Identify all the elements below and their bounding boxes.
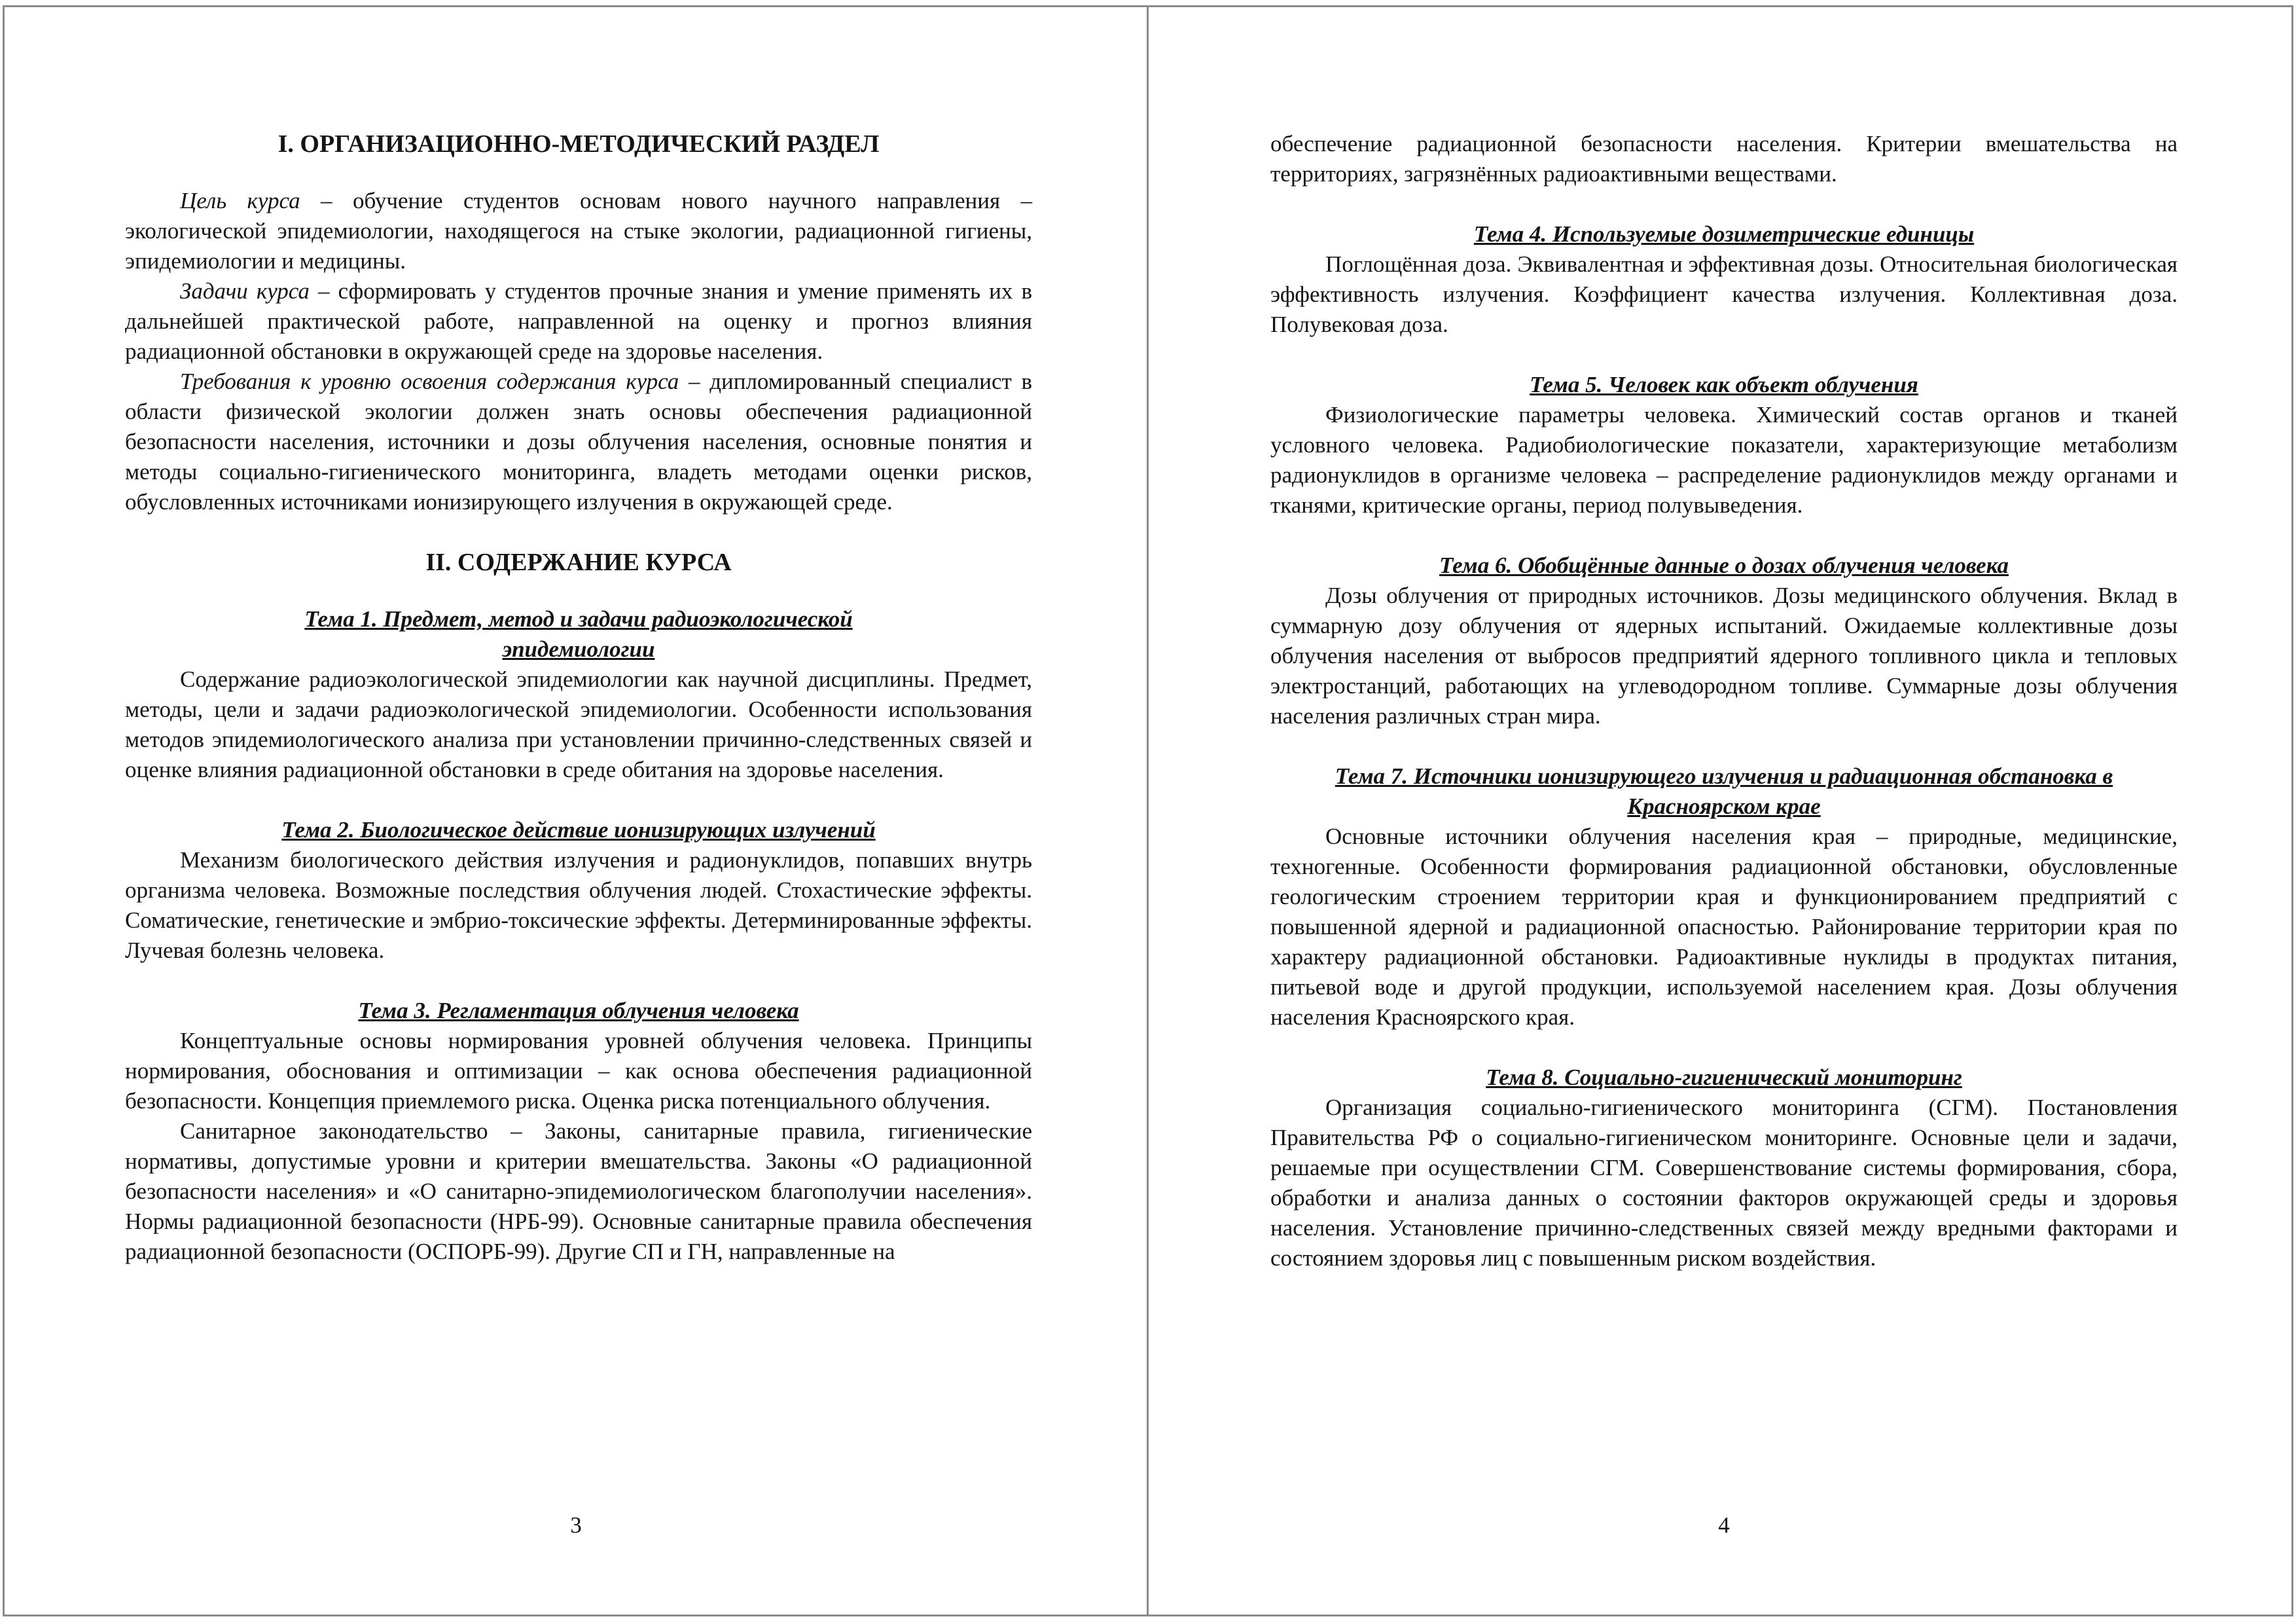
topic-6-text: Дозы облучения от природных источников. Дозы медицинского облучения. Вклад в суммарную дозу облучения от ядерных испытаний. Ожидаемые коллективные дозы облучения населения от выбросов предприятий ядерного топливного цикла и тепловых электростанций, работающих на углеводородном топливе. Суммарные дозы облучения населения различных стран мира. xyxy=(1270,583,2178,729)
course-requirements-text: – дипломированный специалист в области физической экологии должен знать основы обеспечения радиационной безопасности населения, источники и дозы облучения населения, основные понятия и методы социально-гигиенического мониторинга, владеть методами оценки рисков, обусловленных источниками ионизирующего излучения в окружающей среде. xyxy=(125,369,1032,515)
topic-1-title: Тема 1. Предмет, метод и задачи радиоэкологической эпидемиологии xyxy=(304,606,853,662)
page-number-left: 3 xyxy=(570,1512,582,1538)
topic-5-text: Физиологические параметры человека. Химический состав органов и тканей условного человека. Радиобиологические показатели, характеризующие метаболизм радионуклидов в организме человека – распределение радионуклидов между органами и тканями, критические органы, период полувыведения. xyxy=(1270,402,2178,518)
course-goal-paragraph xyxy=(125,186,1032,276)
continuation-text: обеспечение радиационной безопасности населения. Критерии вмешательства на территориях, загрязнённых радиоактивными веществами. xyxy=(1270,131,2178,187)
topic-4-title: Тема 4. Используемые дозиметрические единицы xyxy=(1473,221,1975,247)
course-goal-text: – обучение студентов основам нового научного направления – экологической эпидемиологии, находящегося на стыке экологии, радиационной гигиены, эпидемиологии и медицины. xyxy=(125,188,1033,274)
topic-3-text-2: Санитарное законодательство – Законы, санитарные правила, гигиенические нормативы, допустимые уровни и критерии вмешательства. Законы «О радиационной безопасности населения» и «О санитарно-эпидемиологическом благополучии населения». Нормы радиационной безопасности (НРБ-99). Основные санитарные правила обеспечения радиационной безопасности (ОСПОРБ-99). Другие СП и ГН, направленные на xyxy=(125,1118,1032,1264)
right-page xyxy=(1147,5,2293,1616)
topic-6-title: Тема 6. Обобщённые данные о дозах облучения человека xyxy=(1439,553,2009,578)
course-requirements-paragraph xyxy=(125,367,1032,517)
topic-4-text: Поглощённая доза. Эквивалентная и эффективная дозы. Относительная биологическая эффективность излучения. Коэффициент качества излучения. Коллективная доза. Полувековая доза. xyxy=(1270,251,2178,337)
topic-1-text: Содержание радиоэкологической эпидемиологии как научной дисциплины. Предмет, методы, цели и задачи радиоэкологической эпидемиологии. Особенности использования методов эпидемиологического анализа при установлении причинно-следственных связей и оценке влияния радиационной обстановки в среде обитания на здоровье населения. xyxy=(125,666,1032,782)
topic-8-title: Тема 8. Социально-гигиенический мониторинг xyxy=(1486,1065,1962,1090)
topic-3-title: Тема 3. Регламентация облучения человека xyxy=(358,998,799,1023)
topic-2-title: Тема 2. Биологическое действие ионизирующих излучений xyxy=(281,817,876,843)
left-page xyxy=(3,5,1149,1616)
topic-3-text-1: Концептуальные основы нормирования уровней облучения человека. Принципы нормирования, обоснования и оптимизации – как основа обеспечения радиационной безопасности. Концепция приемлемого риска. Оценка риска потенциального облучения. xyxy=(125,1028,1032,1114)
page-number-right: 4 xyxy=(1718,1512,1730,1538)
course-goal-lead: Цель курса xyxy=(180,188,300,213)
section-title-organizational: I. ОРГАНИЗАЦИОННО-МЕТОДИЧЕСКИЙ РАЗДЕЛ xyxy=(278,130,880,158)
topic-7-title: Тема 7. Источники ионизирующего излучения и радиационная обстановка в Красноярском крае xyxy=(1335,763,2113,819)
topic-7-text: Основные источники облучения населения края – природные, медицинские, техногенные. Особенности формирования радиационной обстановки, обусловленные геологическим строением территории края и функционированием предприятий с повышенной ядерной и радиационной опасностью. Районирование территории края по характеру радиационной обстановки. Радиоактивные нуклиды в продуктах питания, питьевой воде и другой продукции, используемой населением края. Дозы облучения населения Красноярского края. xyxy=(1270,824,2178,1030)
topic-2-text: Механизм биологического действия излучения и радионуклидов, попавших внутрь организма человека. Возможные последствия облучения людей. Стохастические эффекты. Соматические, генетические и эмбрио-токсические эффекты. Детерминированные эффекты. Лучевая болезнь человека. xyxy=(125,847,1032,963)
section-title-course-content: II. СОДЕРЖАНИЕ КУРСА xyxy=(425,549,732,576)
course-tasks-paragraph xyxy=(125,276,1032,367)
course-tasks-text: – сформировать у студентов прочные знания и умение применять их в дальнейшей практической работе, направленной на оценку и прогноз влияния радиационной обстановки в окружающей среде на здоровье населения. xyxy=(125,278,1032,364)
course-requirements-lead: Требования к уровню освоения содержания курса xyxy=(180,369,679,394)
right-page-content xyxy=(1270,129,2178,1273)
topic-5-title: Тема 5. Человек как объект облучения xyxy=(1530,372,1918,397)
topic-8-text: Организация социально-гигиенического мониторинга (СГМ). Постановления Правительства РФ о социально-гигиеническом мониторинге. Основные цели и задачи, решаемые при осуществлении СГМ. Совершенствование системы формирования, сбора, обработки и анализа данных о состоянии факторов окружающей среды и здоровья населения. Установление причинно-следственных связей между вредными факторами и состоянием здоровья лиц с повышенным риском воздействия. xyxy=(1270,1095,2178,1271)
left-page-content xyxy=(125,129,1032,1267)
course-tasks-lead: Задачи курса xyxy=(180,278,310,304)
